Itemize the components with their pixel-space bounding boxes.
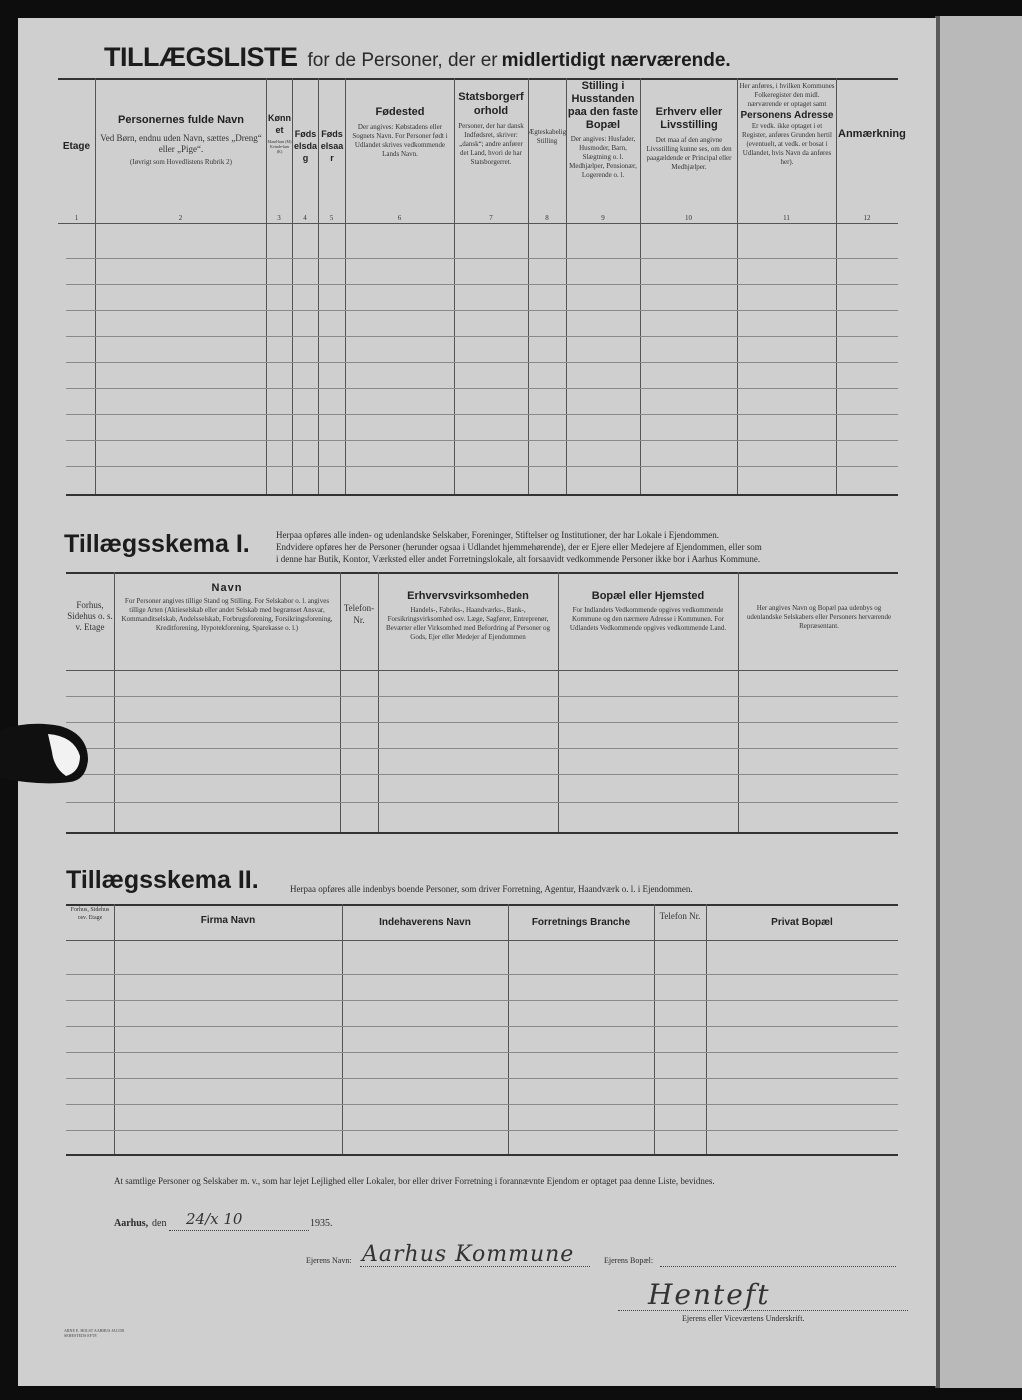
skema1-header-business: Erhvervsvirksomheden Handels-, Fabriks-, Haandværks-, Bank-, Forsikringsvirksomhed osv. Læge, Sagfører, Entreprenør, Beværter eller Virksomhed med Befordring af Personer og Gods, Ejer eller Medejer af Ejendommen [385, 590, 551, 641]
col-num-5: 5 [329, 214, 334, 222]
skema1-description: Herpaa opføres alle inden- og udenlandske Selskaber, Foreninger, Stiftelser og Institutioner, der har Lokale i Ejendommen. Endvidere opføres her de Personer (herunder ogsaa i Udlandet hjemmehørende), der er Ejere eller Medejere af Ejendommen, eller som i denne har Butik, Kontor, Værksted eller andet Forretningslokale, alt forsaavidt vedkommende Personer ikke bor i Aarhus Kommune. [276, 530, 762, 564]
skema2-title: Tillægsskema II. [66, 866, 259, 894]
header-birthyear: Fødselsaar [320, 129, 344, 163]
title-main: TILLÆGSLISTE [104, 42, 298, 72]
printer-mark: ARNE E. HOLST AARHUS JACOB SEHESTEDS EFTF. [64, 1328, 125, 1338]
header-address: Her anføres, i hvilken Kommunes Folkeregister den midl. nærværende er optaget samt Personens Adresse Er vedk. ikke optaget i et Register, anføres Grunden hertil (eventuelt, at vedk. er bosat i Udlandet, hvis Navn da anføres her). [739, 82, 835, 166]
col-num-9: 9 [601, 214, 605, 222]
handwritten-owner-name: Aarhus Kommune [362, 1242, 575, 1267]
year-label: 1935. [310, 1218, 333, 1229]
skema1-header-floor: Forhus, Sidehus o. s. v. Etage [67, 600, 113, 632]
skema2-header-private-address: Privat Bopæl [771, 917, 833, 928]
signature-label: Ejerens eller Viceværtens Underskrift. [682, 1314, 805, 1323]
col-num-11: 11 [783, 214, 790, 222]
owner-address-label: Ejerens Bopæl: [604, 1256, 654, 1265]
place-label: Aarhus, [114, 1218, 149, 1229]
header-name: Personernes fulde Navn Ved Børn, endnu uden Navn, sættes „Dreng“ eller „Pige“. (Iøvrigt som Hovedlistens Rubrik 2) [100, 114, 262, 166]
header-household-position: Stilling i Husstanden paa den faste Bopæl Der angives: Husfader, Husmoder, Barn, Slægtning o. l. Medhjælper, Pensionær, Logerende o. l. [567, 80, 639, 179]
col-num-4: 4 [303, 214, 307, 222]
owner-name-label: Ejerens Navn: [306, 1256, 352, 1265]
col-num-7: 7 [489, 214, 493, 222]
header-birthplace: Fødested Der angives: Købstadens eller Sognets Navn. For Personer født i Udlandet skrives vedkommende Lands Navn. [352, 106, 448, 158]
col-num-8: 8 [545, 214, 549, 222]
handwritten-date: 24/x 10 [186, 1210, 243, 1228]
form-title [104, 42, 904, 73]
date-line [114, 1210, 374, 1232]
header-etage: Etage [62, 141, 91, 152]
skema2-header-firm: Firma Navn [200, 915, 256, 926]
signature-block [618, 1278, 908, 1328]
owner-name-line [306, 1242, 606, 1272]
col-num-2: 2 [178, 214, 183, 222]
den-label: den [152, 1218, 167, 1229]
handwritten-signature: Henteft [648, 1278, 771, 1311]
skema1-header-representative: Her angives Navn og Bopæl paa udenbys og udenlandske Selskabers eller Personers herværende Repræsentant. [746, 604, 892, 630]
skema2-header-phone: Telefon Nr. [659, 911, 701, 921]
skema1-title: Tillægsskema I. [64, 530, 250, 558]
owner-address-line [604, 1254, 904, 1270]
skema2-description: Herpaa opføres alle indenbys boende Personer, som driver Forretning, Agentur, Haandværk o. l. i Ejendommen. [290, 884, 693, 894]
header-occupation: Erhverv eller Livsstilling Det maa af den angivne Livsstilling kunne ses, om den paagældende er Principal eller Medhjælper. [646, 106, 732, 171]
col-num-6: 6 [397, 214, 402, 222]
col-num-3: 3 [277, 214, 281, 222]
attestation-statement: At samtlige Personer og Selskaber m. v., som har lejet Lejlighed eller Lokaler, bor eller driver Forretning i forannævnte Ejendom er optaget paa denne Liste, bevidnes. [114, 1176, 715, 1186]
header-birthday: Fødselsdag [294, 129, 318, 163]
header-gender: Kønnet Mand-køn (M) Kvinde-køn (K) [267, 113, 292, 154]
title-end: midlertidigt nærværende. [501, 50, 731, 71]
skema1-header-phone: Telefon-Nr. [343, 603, 375, 625]
skema1-header-name: Navn For Personer angives tillige Stand og Stilling. For Selskabor o. l. angives tillige Arten (Aktieselskab eller andet Selskab med begrænset Ansvar, Kommanditselskab, Andelsselskab, Forbrugsforening, Forsikringsforening, Kreditforening, Hypotekforening, Sparekasse o. l.) [121, 582, 333, 632]
skema1-header-residence: Bopæl eller Hjemsted For Indlandets Vedkommende opgives vedkommende Kommune og den nærmere Adresse i Kommunen. For Udlandets Vedkommende opgives vedkommende Land. [569, 590, 727, 632]
header-remarks: Anmærkning [838, 128, 906, 140]
col-num-10: 10 [685, 214, 692, 222]
header-marital: Ægteskabelig Stilling [528, 128, 567, 145]
adjacent-page [940, 16, 1022, 1388]
col-num-12: 12 [863, 214, 871, 222]
skema2-header-branch: Forretnings Branche [531, 917, 631, 928]
header-citizenship: Statsborgerforhold Personer, der har dansk Indfødsret, skriver: „dansk“; andre anfører det Land, hvori de har Statsborgerret. [458, 91, 524, 166]
skema2-header-owner: Indehaverens Navn [379, 917, 471, 928]
thumb-image [0, 720, 92, 806]
title-mid: for de Personer, der er [307, 50, 498, 71]
col-num-1: 1 [74, 214, 79, 222]
census-form-sheet [18, 18, 936, 1386]
skema2-header-floor: Forhus, Sidehus osv. Etage [70, 907, 110, 921]
